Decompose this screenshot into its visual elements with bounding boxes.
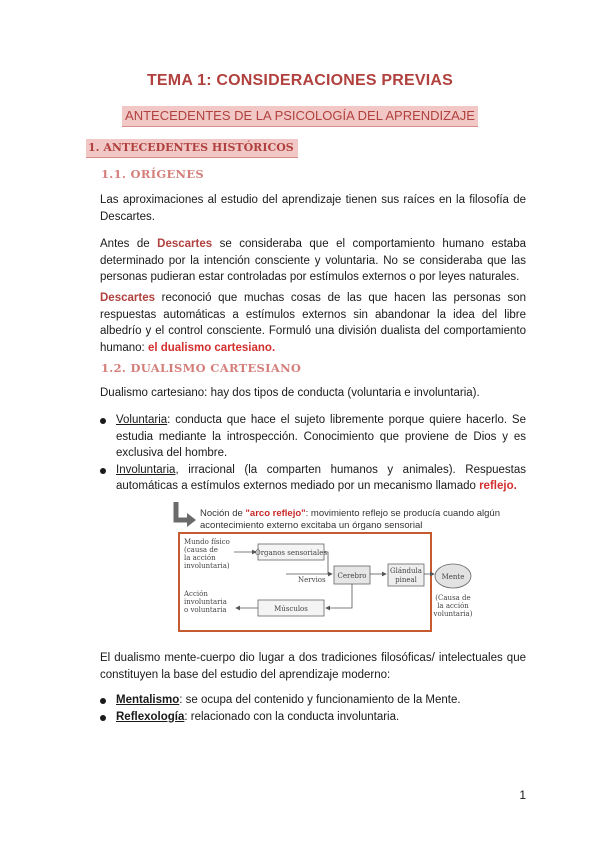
organos-label: Órganos sensoriales bbox=[254, 549, 328, 557]
bullet-involuntaria-term: Involuntaria bbox=[116, 463, 176, 476]
figure-note-arco: "arco reflejo" bbox=[245, 508, 306, 519]
bullet-mentalismo bbox=[100, 692, 526, 709]
bullet-involuntaria-text: , irracional (la comparten humanos y animales). Respuestas automáticas a estímulos externos mediado por un mecanismo llamado bbox=[116, 463, 526, 492]
bullet-involuntaria bbox=[100, 462, 526, 495]
mundo-fisico-label-2: (causa de bbox=[184, 546, 218, 554]
accion-label-2: involuntaria bbox=[184, 598, 227, 606]
mundo-fisico-label: Mundo físico bbox=[184, 538, 230, 546]
subheading-dualismo: 1.2. DUALISMO CARTESIANO bbox=[101, 361, 302, 375]
bullet-mentalismo-text: : se ocupa del contenido y funcionamiento de la Mente. bbox=[179, 694, 461, 706]
paragraph-2-c: se consideraba que el comportamiento humano estaba determinado por la intención consciente y voluntaria. No se consideraba que las personas pudieran estar controladas por estímulos externos o por leyes naturales. bbox=[100, 238, 526, 283]
nervios-label: Nervios bbox=[298, 576, 326, 584]
bullet-voluntaria bbox=[100, 412, 526, 462]
paragraph-3 bbox=[100, 290, 526, 356]
paragraph-3-descartes: Descartes bbox=[100, 292, 155, 304]
section-heading-1: 1. ANTECEDENTES HISTÓRICOS bbox=[86, 139, 298, 158]
paragraph-2-a: Antes de bbox=[100, 238, 158, 250]
page-title: TEMA 1: CONSIDERACIONES PREVIAS bbox=[146, 72, 454, 89]
turn-arrow-icon bbox=[172, 500, 198, 530]
causa-label-3: voluntaria) bbox=[433, 610, 473, 618]
paragraph-2-descartes: Descartes bbox=[157, 238, 213, 250]
paragraph-1: Las aproximaciones al estudio del aprendizaje tienen sus raíces en la filosofía de Descartes. bbox=[100, 194, 526, 223]
paragraph-4: Dualismo cartesiano: hay dos tipos de conducta (voluntaria e involuntaria). bbox=[100, 387, 480, 399]
causa-label: (Causa de bbox=[435, 594, 471, 602]
subtitle-wrap bbox=[0, 106, 600, 127]
accion-label: Acción bbox=[184, 590, 208, 598]
bullet-list-1 bbox=[100, 412, 526, 495]
bullet-reflexologia-text: : relacionado con la conducta involuntaria. bbox=[184, 710, 400, 723]
causa-label-2: la acción bbox=[437, 602, 469, 610]
subtitle: ANTECEDENTES DE LA PSICOLOGÍA DEL APRENDIZAJE bbox=[122, 106, 478, 127]
cerebro-label: Cerebro bbox=[337, 572, 367, 580]
figure-note-a: Noción de bbox=[200, 508, 246, 519]
bullet-list-2 bbox=[100, 692, 526, 725]
bullet-reflejo: reflejo. bbox=[479, 480, 517, 492]
paragraph-5: El dualismo mente-cuerpo dio lugar a dos tradiciones filosóficas/ intelectuales que constituyen la base del estudio del aprendizaje moderno: bbox=[100, 652, 526, 681]
bullet-voluntaria-term: Voluntaria bbox=[116, 414, 168, 426]
paragraph-3-dualismo: el dualismo cartesiano. bbox=[147, 341, 276, 354]
subheading-origenes: 1.1. ORÍGENES bbox=[101, 167, 205, 181]
mente-label: Mente bbox=[441, 573, 465, 581]
mundo-fisico-label-4: involuntaria) bbox=[184, 562, 230, 570]
glandula-label: Glándula bbox=[390, 567, 422, 575]
figure-note bbox=[200, 508, 500, 532]
bullet-voluntaria-text: : conducta que hace el sujeto libremente porque quiere hacerlo. Se estudia mediante la introspección. Conocimiento que proviene de Dios y es exclusiva del hombre. bbox=[116, 414, 526, 459]
paragraph-3-b: reconoció que muchas cosas de las que hacen las personas son respuestas automáticas a estímulos externos sin abandonar la idea del libre albedrío y el control consciente. Formuló una división dualista del comportamiento humano: bbox=[100, 292, 526, 354]
page-number: 1 bbox=[519, 788, 526, 802]
musculos-label: Músculos bbox=[274, 605, 308, 613]
bullet-reflexologia bbox=[100, 709, 526, 726]
mundo-fisico-label-3: la acción bbox=[184, 554, 216, 562]
reflex-arc-diagram bbox=[178, 532, 478, 632]
accion-label-3: o voluntaria bbox=[184, 606, 227, 614]
glandula-label-2: pineal bbox=[395, 576, 417, 584]
paragraph-2 bbox=[100, 236, 526, 286]
figure-note-c: : movimiento reflejo se producía cuando algún acontecimiento externo excitaba un órgano sensorial bbox=[200, 508, 500, 531]
bullet-mentalismo-term: Mentalismo bbox=[116, 694, 180, 706]
bullet-reflexologia-term: Reflexología bbox=[116, 710, 185, 723]
